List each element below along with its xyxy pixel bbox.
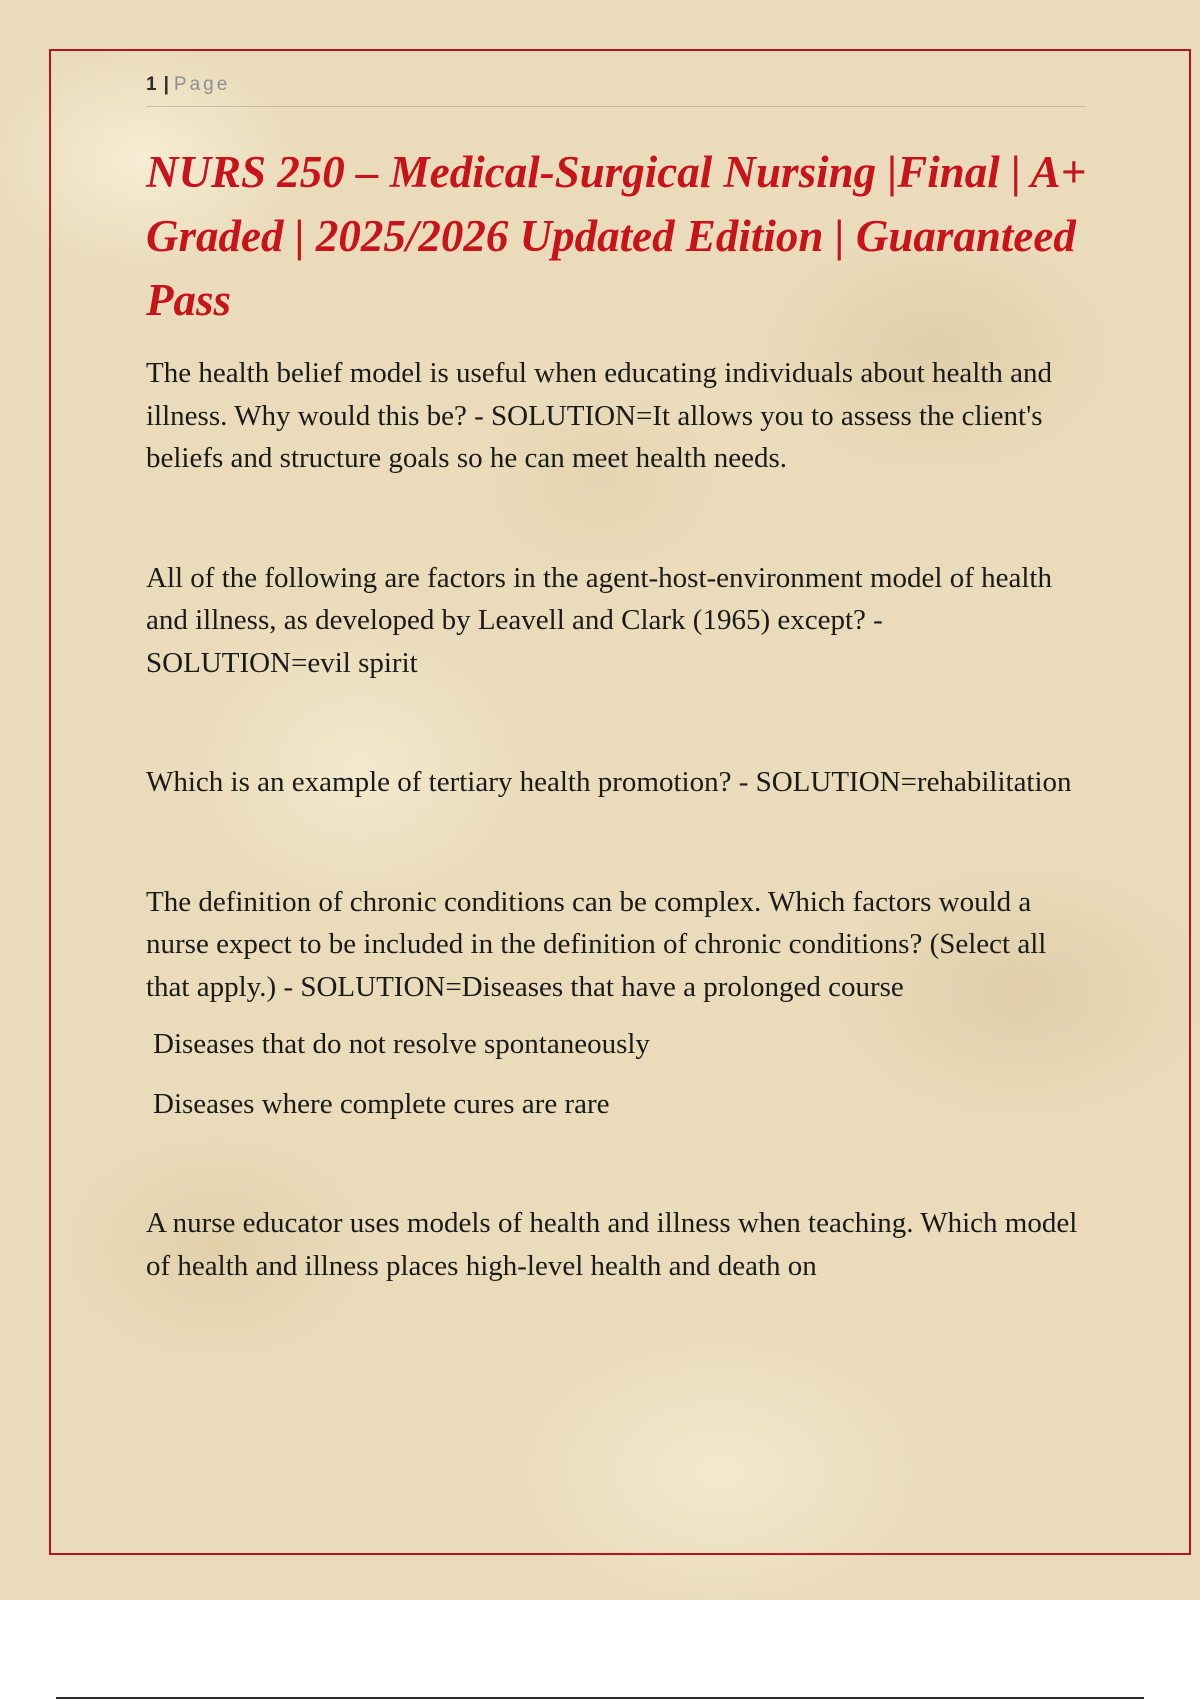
page-number: 1: [146, 74, 158, 95]
spacer: [146, 1125, 1091, 1202]
spacer: [146, 684, 1091, 761]
additional-answer: Diseases where complete cures are rare: [153, 1087, 610, 1120]
question-item: A nurse educator uses models of health and illness when teaching. Which model of health and illness places high-level health and death on: [146, 1207, 1078, 1282]
question-item: The definition of chronic conditions can be complex. Which factors would a nurse expect to be included in the definition of chronic conditions? (Select all that apply.) - SOLUTION=Diseases that have a prolonged course: [146, 885, 1047, 1003]
additional-answer: Diseases that do not resolve spontaneously: [153, 1028, 650, 1060]
question-item: All of the following are factors in the agent-host-environment model of health and illness, as developed by Leavell and Clark (1965) except? - SOLUTION=evil spirit: [146, 561, 1052, 679]
page-number-header: [146, 74, 230, 96]
header-rule: [146, 106, 1086, 107]
page-separator: |: [163, 74, 170, 95]
spacer: [146, 804, 1091, 881]
page-word: Page: [173, 74, 231, 95]
question-item: Which is an example of tertiary health promotion? - SOLUTION=rehabilitation: [146, 766, 1072, 798]
question-item: The health belief model is useful when educating individuals about health and illness. Why would this be? - SOLUTION=It allows you to assess the client's beliefs and structure goals so he can meet health needs.: [146, 357, 1052, 474]
document-title: NURS 250 – Medical-Surgical Nursing |Final | A+ Graded | 2025/2026 Updated Edition | Guaranteed Pass: [146, 147, 1087, 325]
spacer: [146, 480, 1091, 557]
question-list: [146, 352, 1091, 1287]
footer-rule: [56, 1697, 1144, 1699]
